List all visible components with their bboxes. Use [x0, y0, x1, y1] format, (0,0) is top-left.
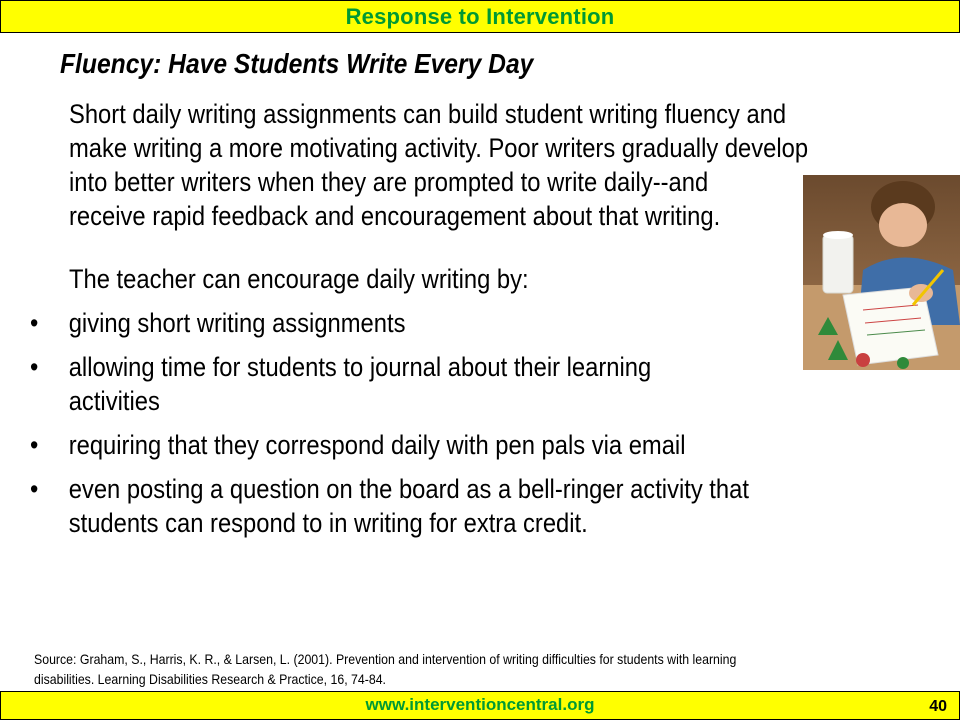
source-line: disabilities. Learning Disabilities Research & Practice, 16, 74-84. [34, 671, 386, 687]
bullet-item [30, 428, 910, 462]
intro-line: into better writers when they are prompted to write daily--and [69, 167, 709, 197]
bullet-text: activities [68, 386, 160, 416]
intro-paragraph [69, 97, 901, 233]
bullet-text: even posting a question on the board as a bell-ringer activity that [68, 474, 749, 504]
intro-line: receive rapid feedback and encouragement about that writing. [69, 201, 721, 231]
page-number: 40 [929, 698, 947, 715]
header-banner [0, 0, 960, 33]
source-citation [34, 649, 923, 689]
bullet-item [30, 350, 910, 418]
footer-banner [0, 691, 960, 720]
bullet-icon: • [30, 474, 39, 504]
bullet-icon: • [30, 430, 39, 460]
bullet-item [30, 472, 910, 540]
footer-url[interactable]: www.interventioncentral.org [365, 695, 595, 714]
bullet-icon: • [30, 352, 39, 382]
lead-sentence: The teacher can encourage daily writing by: [69, 264, 529, 294]
bullet-list [30, 306, 910, 550]
bullet-text: giving short writing assignments [68, 308, 406, 338]
bullet-icon: • [30, 308, 39, 338]
intro-line: Short daily writing assignments can build student writing fluency and [69, 99, 787, 129]
bullet-item [30, 306, 910, 340]
header-title: Response to Intervention [345, 3, 615, 29]
bullet-text: requiring that they correspond daily with pen pals via email [68, 430, 686, 460]
child-writing-photo [803, 175, 960, 370]
bullet-text: allowing time for students to journal about their learning [68, 352, 652, 382]
intro-line: make writing a more motivating activity. Poor writers gradually develop [69, 133, 809, 163]
bullet-text: students can respond to in writing for extra credit. [68, 508, 588, 538]
slide-title: Fluency: Have Students Write Every Day [60, 48, 534, 79]
source-line: Source: Graham, S., Harris, K. R., & Larsen, L. (2001). Prevention and intervention of writing difficulties for students with learning [34, 651, 737, 667]
